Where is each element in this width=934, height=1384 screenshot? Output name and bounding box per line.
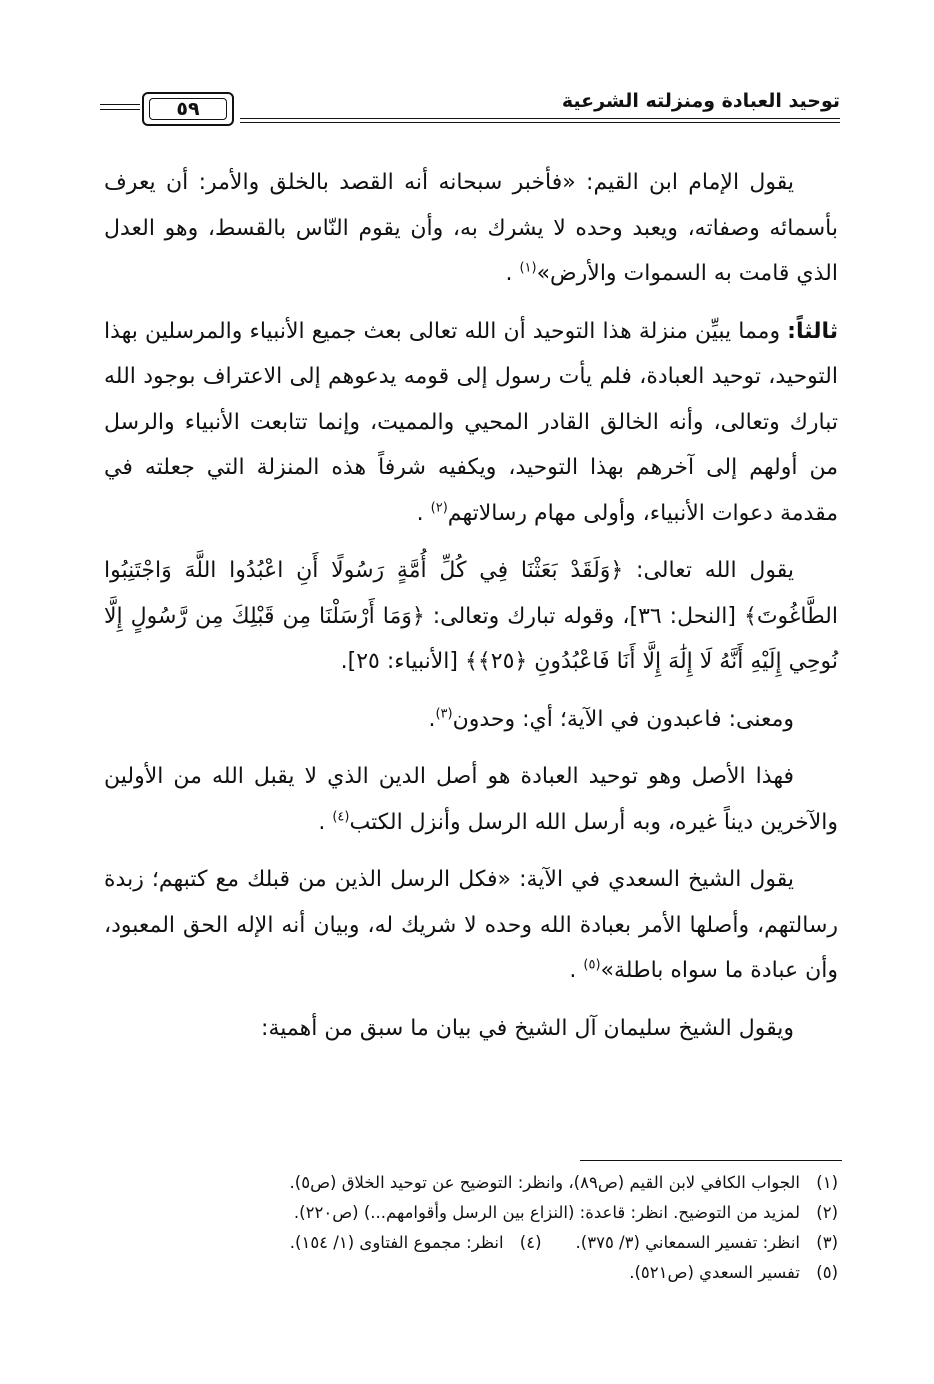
footnote-text: الجواب الكافي لابن القيم (ص٨٩)، وانظر: التوضيح عن توحيد الخلاق (ص٥).: [289, 1173, 800, 1192]
footnote-number: (٤): [519, 1233, 542, 1252]
page-number: ٥٩: [176, 98, 200, 120]
footnote-1: [104, 1168, 838, 1198]
footnote-number: (٢): [816, 1203, 838, 1222]
paragraph-text: يقول الشيخ السعدي في الآية: «فكل الرسل الذين من قبلك مع كتبهم؛ زبدة رسالتهم، وأصلها الأمر بعبادة الله وحده لا شريك له، وبيان أنه الإله الحق المعبود، وأن عبادة ما سواه باطلة»: [104, 867, 838, 983]
footnote-text: لمزيد من التوضيح. انظر: قاعدة: (النزاع بين الرسل وأقوامهم...) (ص٢٢٠).: [293, 1203, 800, 1222]
footnote-number: (٥): [816, 1263, 838, 1282]
paragraph-third: ثالثاً: ومما يبيِّن منزلة هذا التوحيد أن الله تعالى بعث جميع الأنبياء والمرسلين بهذا التوحيد، توحيد العبادة، فلم يأت رسول إلى قومه يدعوهم إلى الاعتراف بوجود الله تبارك وتعالى، وأنه الخالق القادر المحيي والمميت، وإنما تتابعت الأنبياء والرسل من أولهم إلى آخرهم بهذا التوحيد، ويكفيه شرفاً هذه المنزلة التي جعلته في مقدمة دعوات الأنبياء، وأولى مهام رسالاتهم$^{(٢)}$ .: [104, 318, 838, 526]
footnote-3-4: [104, 1228, 838, 1258]
footnote-text: انظر: تفسير السمعاني (٣/ ٣٧٥).: [575, 1233, 800, 1252]
paragraph-sulayman: [104, 1006, 838, 1052]
paragraph-meaning: ومعنى: فاعبدون في الآية؛ أي: وحدون$^{(٣)}$.: [428, 706, 794, 732]
footnote-5: [104, 1258, 838, 1288]
paragraph-quran-verses: [104, 548, 838, 685]
paragraph-ibn-qayyim: يقول الإمام ابن القيم: «فأخبر سبحانه أنه القصد بالخلق والأمر: أن يعرف بأسمائه وصفاته، ويعبد وحده لا يشرك به، وأن يقوم النّاس بالقسط، وهو العدل الذي قامت به السموات والأرض»$^{(١)}$ .: [104, 170, 838, 286]
running-title: توحيد العبادة ومنزلته الشرعية: [561, 90, 840, 112]
footnotes: [104, 1168, 838, 1288]
section-label-third: ثالثاً:: [787, 318, 838, 344]
page-number-frame: [142, 92, 234, 126]
main-text: [104, 160, 838, 1063]
footnote-2: [104, 1198, 838, 1228]
footnote-ref-1: (١): [519, 260, 537, 276]
header-rule: [240, 118, 840, 123]
header-rule-left: [100, 104, 140, 110]
paragraph-asl: فهذا الأصل وهو توحيد العبادة هو أصل الدين الذي لا يقبل الله من الأولين والآخرين ديناً غيره، وبه أرسل الله الرسل وأنزل الكتب$^{(٤)}$ .: [104, 764, 838, 835]
paragraph-text: ومعنى: فاعبدون في الآية؛ أي: وحدون: [452, 706, 794, 732]
paragraph-saadi: يقول الشيخ السعدي في الآية: «فكل الرسل الذين من قبلك مع كتبهم؛ زبدة رسالتهم، وأصلها الأمر بعبادة الله وحده لا شريك له، وبيان أنه الإله الحق المعبود، وأن عبادة ما سواه باطلة»$^{(٥)}$ .: [104, 867, 838, 983]
page-header: [100, 86, 840, 134]
footnote-text: تفسير السعدي (ص٥٢١).: [629, 1263, 800, 1282]
footnote-ref-4: (٤): [332, 809, 350, 825]
paragraph-text: يقول الله تعالى: ﴿وَلَقَدْ بَعَثْنَا فِي كُلِّ أُمَّةٍ رَسُولًا أَنِ اعْبُدُوا اللَّهَ وَاجْتَنِبُوا الطَّاغُوتَ﴾ [النحل: ٣٦]، وقوله تبارك وتعالى: ﴿وَمَا أَرْسَلْنَا مِن قَبْلِكَ مِن رَّسُولٍ إِلَّا نُوحِي إِلَيْهِ أَنَّهُ لَا إِلَٰهَ إِلَّا أَنَا فَاعْبُدُونِ ﴿٢٥﴾﴾ [الأنبياء: ٢٥].: [104, 558, 838, 674]
paragraph-text: يقول الإمام ابن القيم: «فأخبر سبحانه أنه القصد بالخلق والأمر: أن يعرف بأسمائه وصفاته، ويعبد وحده لا يشرك به، وأن يقوم النّاس بالقسط، وهو العدل الذي قامت به السموات والأرض»: [104, 170, 838, 286]
paragraph-text: ويقول الشيخ سليمان آل الشيخ في بيان ما سبق من أهمية:: [261, 1015, 794, 1041]
footnote-number: (٣): [816, 1233, 838, 1252]
paragraph-text: ومما يبيِّن منزلة هذا التوحيد أن الله تعالى بعث جميع الأنبياء والمرسلين بهذا التوحيد، توحيد العبادة، فلم يأت رسول إلى قومه يدعوهم إلى الاعتراف بوجود الله تبارك وتعالى، وأنه الخالق القادر المحيي والمميت، وإنما تتابعت الأنبياء والرسل من أولهم إلى آخرهم بهذا التوحيد، ويكفيه شرفاً هذه المنزلة التي جعلته في مقدمة دعوات الأنبياء، وأولى مهام رسالاتهم: [104, 318, 838, 526]
paragraph-text: فهذا الأصل وهو توحيد العبادة هو أصل الدين الذي لا يقبل الله من الأولين والآخرين ديناً غيره، وبه أرسل الله الرسل وأنزل الكتب: [104, 764, 838, 835]
footnote-ref-5: (٥): [583, 957, 601, 973]
footnote-number: (١): [816, 1173, 838, 1192]
footnote-text: انظر: مجموع الفتاوى (١/ ١٥٤).: [289, 1233, 504, 1252]
footnote-ref-3: (٣): [435, 706, 453, 722]
footnote-rule: [580, 1160, 842, 1161]
footnote-ref-2: (٢): [430, 500, 448, 516]
